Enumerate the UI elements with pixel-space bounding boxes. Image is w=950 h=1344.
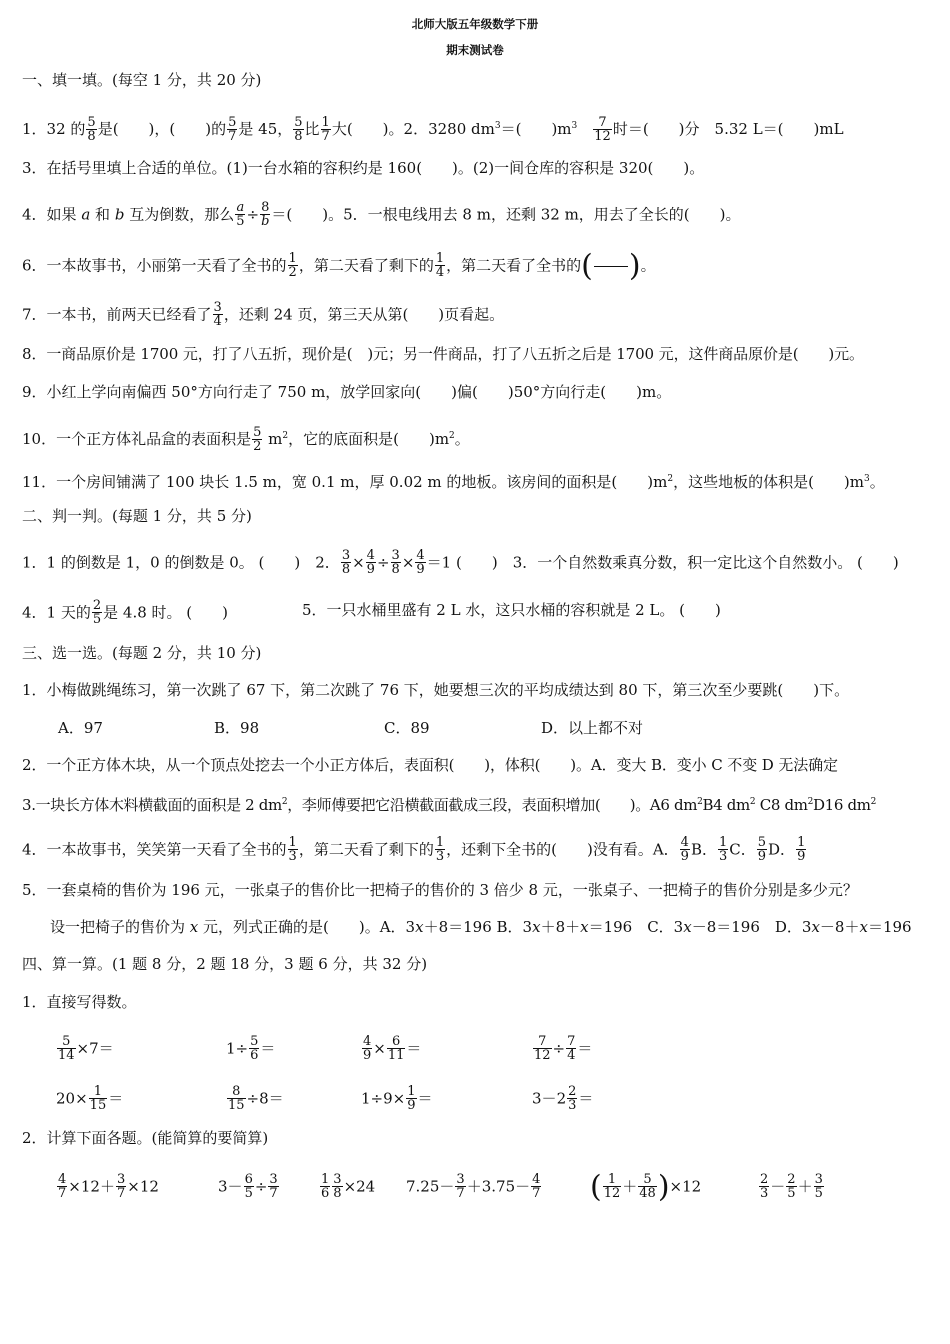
- expr-4: 7.25－ $\frac{3}{7}$ ＋3.75－ $\frac{4}{7}$: [406, 1172, 541, 1201]
- fraction: $\frac{1}{12}$: [603, 1172, 621, 1201]
- calc-5: 20× $\frac{1}{15}$ ＝: [56, 1084, 124, 1113]
- question-1-6: 6．一本故事书，小丽第一天看了全书的 $\frac{1}{2}$ ，第二天看了剩下的 $\frac{1}{4}$ ，第二天看了全书的( )。: [22, 248, 656, 284]
- option-b: B．98: [214, 719, 260, 737]
- fraction: $\frac{2}{5}$: [92, 598, 102, 627]
- expr-6: $\frac{2}{3}$ － $\frac{2}{5}$ ＋ $\frac{3}{5}$: [760, 1172, 823, 1201]
- fraction: $\frac{5}{8}$: [294, 114, 303, 144]
- fraction: $\frac{3}{7}$: [269, 1172, 278, 1201]
- fraction: $\frac{1}{2}$: [288, 251, 297, 280]
- calc-2: 1÷ $\frac{5}{6}$ ＝: [226, 1034, 276, 1063]
- expr-2: 3－ $\frac{6}{5}$ ÷ $\frac{3}{7}$: [218, 1172, 278, 1201]
- fraction: $\frac{1}{15}$: [89, 1084, 107, 1113]
- question-2-4: 4．1 天的 $\frac{2}{5}$ 是 4.8 时。 ( ): [22, 598, 229, 627]
- fraction: $\frac{5}{8}$: [87, 114, 96, 144]
- fraction: $\frac{1}{4}$: [435, 251, 445, 280]
- fraction: $\frac{1}{6}$: [321, 1172, 330, 1201]
- calc-6: $\frac{8}{15}$ ÷8＝: [228, 1084, 284, 1113]
- fraction: $\frac{5}{48}$: [639, 1172, 656, 1201]
- question-3-1: 1．小梅做跳绳练习，第一次跳了 67 下，第二次跳了 76 下，她要想三次的平均成绩达到 80 下，第三次至少要跳( )下。: [22, 681, 850, 699]
- fraction: $\frac{4}{9}$: [366, 548, 375, 577]
- question-1-9: 9．小红上学向南偏西 50°方向行走了 750 m，放学回家向( )偏( )50°方向行走( )m。: [22, 383, 672, 401]
- question-1-7: 7．一本书，前两天已经看了 $\frac{3}{4}$ ，还剩 24 页，第三天从第( )页看起。: [22, 300, 505, 329]
- fraction: $\frac{1}{3}$: [288, 835, 297, 864]
- expr-1: $\frac{4}{7}$ ×12＋ $\frac{3}{7}$ ×12: [58, 1172, 159, 1201]
- paper-subtitle: 期末测试卷: [446, 43, 504, 57]
- question-3-4: 4．一本故事书，笑笑第一天看了全书的 $\frac{1}{3}$ ，第二天看了剩下的 $\frac{1}{3}$ ，还剩下全书的( )没有看。A． $\frac{4}{9}$ B． $\frac{1}{3}$ C． $\frac{5}{9}$ D． $\frac{1}{9}$: [22, 835, 806, 864]
- question-3-3: 3.一块长方体木料横截面的面积是 2 $dm^2$，李师傅要把它沿横截面截成三段，表面积增加( )。A6 $dm^2B4$ $dm^2$ C8 $dm^2D16$ $dm^2$: [22, 796, 876, 814]
- fraction: $\frac{3}{5}$: [814, 1172, 823, 1201]
- question-4-1: 1．直接写得数。: [22, 993, 137, 1011]
- question-1-1: 1．32 的 $\frac{5}{8}$ 是( )，( )的 $\frac{5}{7}$ 是 45， $\frac{5}{8}$ 比 $\frac{1}{7}$ 大( )。2．3280 $dm^3=$( )$m^3$ $\frac{7}{12}$ 时＝( )分 5.32 L＝( )mL: [22, 114, 844, 144]
- question-1-10: 10．一个正方体礼品盒的表面积是 $\frac{5}{2}$ $m^2$，它的底面积是( )$m^2$。: [22, 424, 470, 454]
- question-2-5: 5．一只水桶里盛有 2 L 水，这只水桶的容积就是 2 L。 ( ): [302, 601, 721, 619]
- fraction: $\frac{1}{7}$: [321, 114, 330, 144]
- fraction: $\frac{3}{8}$: [333, 1172, 342, 1201]
- fraction: $\frac{3}{4}$: [213, 300, 222, 329]
- fraction: $\frac{6}{5}$: [244, 1172, 253, 1201]
- fraction: $\frac{3}{7}$: [116, 1172, 126, 1201]
- fraction: $\frac{4}{7}$: [58, 1172, 67, 1201]
- fraction: $\frac{2}{5}$: [787, 1172, 796, 1201]
- paper-title: 北师大版五年级数学下册: [411, 17, 539, 31]
- section-4-title: 四、算一算。(1 题 8 分，2 题 18 分，3 题 6 分，共 32 分): [22, 955, 428, 973]
- option-d: D．以上都不对: [541, 719, 644, 737]
- fraction: $\frac{1}{3}$: [718, 835, 728, 864]
- fraction: $\frac{1}{9}$: [407, 1084, 416, 1113]
- expr-3: $\frac{1}{6}$ $\frac{3}{8}$ ×24: [321, 1172, 376, 1201]
- question-1-4: 4．如果 a 和 b 互为倒数，那么 $\frac{a}{5}$ ÷ $\frac{8}{b}$ ＝( )。5．一根电线用去 8 m，还剩 32 m，用去了全长的( )。: [22, 200, 741, 229]
- section-1-title: 一、填一填。(每空 1 分，共 20 分): [22, 71, 262, 89]
- fraction: $\frac{4}{9}$: [363, 1034, 372, 1063]
- calc-4: $\frac{7}{12}$ ÷ $\frac{7}{4}$ ＝: [534, 1034, 593, 1063]
- question-3-2: 2．一个正方体木块，从一个顶点处挖去一个小正方体后，表面积( )，体积( )。A．变大 B．变小 C 不变 D 无法确定: [22, 756, 838, 774]
- fraction: $\frac{8}{b}$: [261, 200, 270, 229]
- fraction: $\frac{3}{7}$: [456, 1172, 465, 1201]
- fraction: $\frac{5}{9}$: [757, 835, 767, 864]
- fraction: $\frac{7}{4}$: [567, 1034, 576, 1063]
- question-1-3: 3．在括号里填上合适的单位。(1)一台水箱的容积约是 160( )。(2)一间仓库的容积是 320( )。: [22, 159, 705, 177]
- question-3-5: 5．一套桌椅的售价为 196 元，一张桌子的售价比一把椅子的售价的 3 倍少 8 元，一张桌子、一把椅子的售价分别是多少元？: [22, 881, 858, 899]
- question-2-1: 1．1 的倒数是 1，0 的倒数是 0。 ( ) 2． $\frac{3}{8}$ × $\frac{4}{9}$ ÷ $\frac{3}{8}$ × $\frac{4}{9}$ ＝1 ( ) 3．一个自然数乘真分数，积一定比这个自然数小。 ( ): [22, 548, 899, 577]
- fraction: $\frac{2}{3}$: [760, 1172, 769, 1201]
- fraction: $\frac{5}{14}$: [58, 1034, 75, 1063]
- fraction: $\frac{2}{3}$: [568, 1084, 577, 1113]
- option-a: A．97: [58, 719, 103, 737]
- calc-7: 1÷9× $\frac{1}{9}$ ＝: [361, 1084, 433, 1113]
- question-3-5-options: 设一把椅子的售价为 x 元，列式正确的是( )。A．3x＋8＝196 B．3x＋8＋x＝196 C．3x－8＝196 D．3x－8＋x＝196: [50, 918, 912, 936]
- calc-3: $\frac{4}{9}$ × $\frac{6}{11}$ ＝: [363, 1034, 422, 1063]
- fraction: $\frac{3}{8}$: [341, 548, 351, 577]
- fraction: $\frac{3}{8}$: [391, 548, 400, 577]
- fraction: $\frac{7}{12}$: [594, 114, 611, 144]
- expr-5: ( $\frac{1}{12}$ ＋ $\frac{5}{48}$ )×12: [590, 1169, 702, 1205]
- question-4-2: 2．计算下面各题。(能简算的要简算): [22, 1129, 269, 1147]
- calc-1: $\frac{5}{14}$ ×7＝: [58, 1034, 114, 1063]
- fraction: $\frac{1}{3}$: [435, 835, 445, 864]
- section-3-title: 三、选一选。(每题 2 分，共 10 分): [22, 644, 262, 662]
- fraction: $\frac{8}{15}$: [228, 1084, 245, 1113]
- fraction: $\frac{1}{9}$: [797, 835, 806, 864]
- fraction: $\frac{4}{9}$: [680, 835, 689, 864]
- blank-fraction-line: [594, 266, 628, 267]
- fraction: $\frac{6}{11}$: [387, 1034, 405, 1063]
- fraction: $\frac{7}{12}$: [534, 1034, 551, 1063]
- fraction: $\frac{5}{7}$: [228, 114, 237, 144]
- fraction: $\frac{4}{7}$: [532, 1172, 541, 1201]
- question-1-8: 8．一商品原价是 1700 元，打了八五折，现价是( )元；另一件商品，打了八五折之后是 1700 元，这件商品原价是( )元。: [22, 345, 864, 363]
- fraction: $\frac{a}{5}$: [236, 200, 245, 229]
- question-1-11: 11．一个房间铺满了 100 块长 1.5 m，宽 0.1 m，厚 0.02 m 的地板。该房间的面积是( )$m^2$，这些地板的体积是( )$m^3$。: [22, 473, 885, 491]
- fraction: $\frac{5}{2}$: [253, 424, 262, 454]
- fraction: $\frac{4}{9}$: [416, 548, 425, 577]
- section-2-title: 二、判一判。(每题 1 分，共 5 分): [22, 507, 252, 525]
- option-c: C．89: [384, 719, 430, 737]
- fraction: $\frac{5}{6}$: [250, 1034, 259, 1063]
- calc-8: 3－2 $\frac{2}{3}$ ＝: [532, 1084, 594, 1113]
